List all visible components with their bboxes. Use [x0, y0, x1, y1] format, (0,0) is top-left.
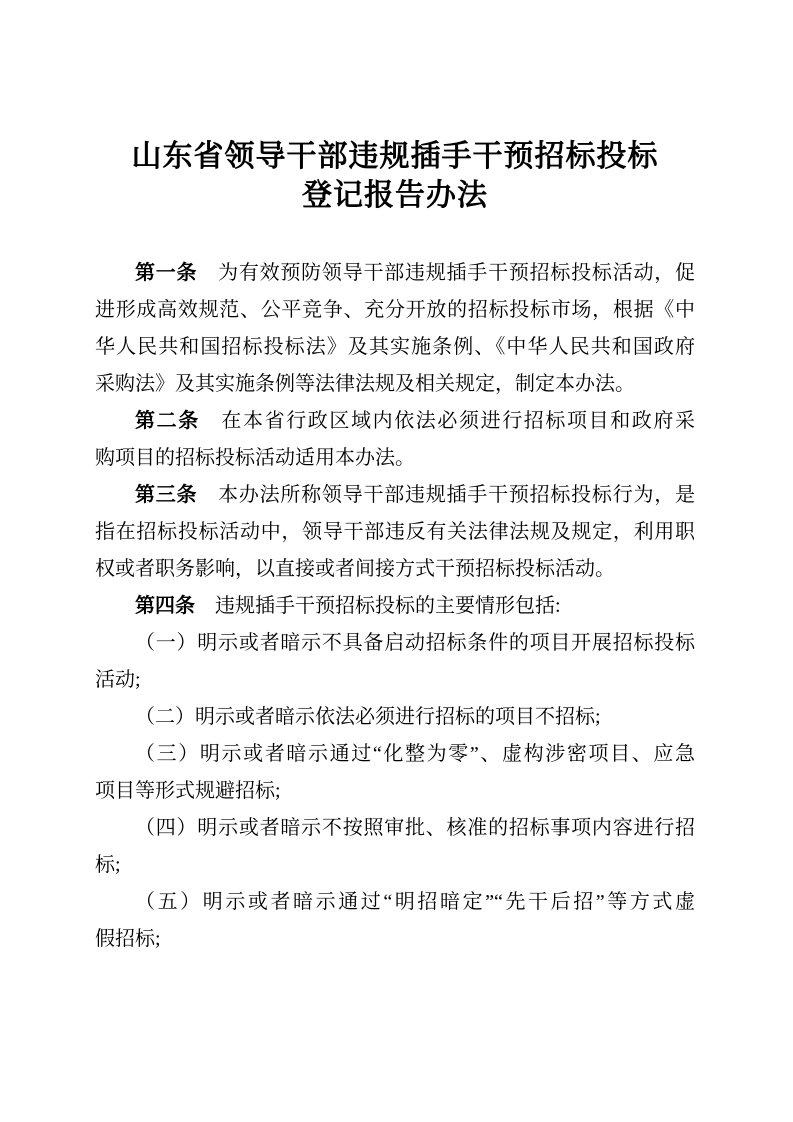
- paragraph: [95, 884, 695, 958]
- paragraph: [95, 255, 695, 403]
- text-line: （二）明示或者暗示依法必须进行招标的项目不招标;: [135, 706, 601, 728]
- document-body: [95, 255, 695, 958]
- text-line: 进形成高效规范、公平竞争、充分开放的招标投标市场，根据《中: [95, 299, 695, 321]
- document-title: [95, 137, 695, 215]
- paragraph: [95, 736, 695, 810]
- paragraph: [95, 625, 695, 699]
- text-line: （一）明示或者暗示不具备启动招标条件的项目开展招标投标: [135, 632, 695, 654]
- article-number: 第三条: [135, 484, 198, 506]
- paragraph: [95, 699, 695, 736]
- title-line-2: 登记报告办法: [302, 179, 488, 212]
- text-line: 第二条 在本省行政区域内依法必须进行招标项目和政府采: [135, 410, 695, 432]
- paragraph: [95, 810, 695, 884]
- text-line: （三）明示或者暗示通过“化整为零”、虚构涉密项目、应急: [135, 743, 695, 765]
- paragraph: [95, 403, 695, 477]
- text-line: （五）明示或者暗示通过“明招暗定”“先干后招”等方式虚: [135, 891, 695, 913]
- text-line: 项目等形式规避招标;: [95, 780, 281, 802]
- text-line: 第四条 违规插手干预招标投标的主要情形包括:: [135, 595, 561, 617]
- text-line: 购项目的招标投标活动适用本办法。: [95, 447, 415, 469]
- text-line: 权或者职务影响，以直接或者间接方式干预招标投标活动。: [95, 558, 615, 580]
- text-line: （四）明示或者暗示不按照审批、核准的招标事项内容进行招: [135, 817, 695, 839]
- paragraph: [95, 588, 695, 625]
- text-line: 第一条 为有效预防领导干部违规插手干预招标投标活动，促: [135, 262, 695, 284]
- text-line: 华人民共和国招标投标法》及其实施条例、《中华人民共和国政府: [95, 336, 695, 358]
- article-number: 第二条: [135, 410, 200, 432]
- text-line: 指在招标投标活动中，领导干部违反有关法律法规及规定，利用职: [95, 521, 695, 543]
- article-number: 第一条: [135, 262, 198, 284]
- article-number: 第四条: [135, 595, 195, 617]
- text-line: 假招标;: [95, 928, 161, 950]
- text-line: 采购法》及其实施条例等法律法规及相关规定，制定本办法。: [95, 373, 635, 395]
- text-line: 活动;: [95, 669, 141, 691]
- text-line: 第三条 本办法所称领导干部违规插手干预招标投标行为，是: [135, 484, 695, 506]
- title-line-1: 山东省领导干部违规插手干预招标投标: [131, 140, 659, 173]
- text-line: 标;: [95, 854, 121, 876]
- paragraph: [95, 477, 695, 588]
